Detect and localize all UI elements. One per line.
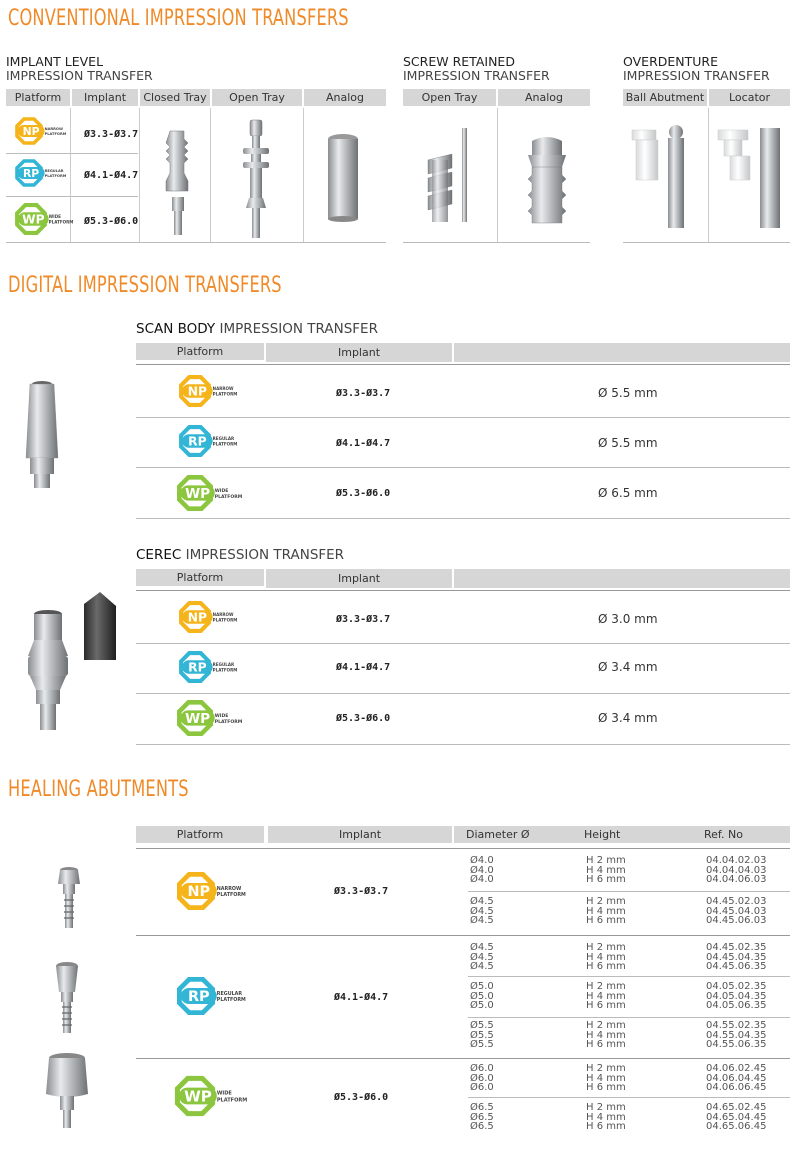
np-badge [178, 600, 238, 638]
height-list: H 2 mm H 4 mm H 6 mm [586, 981, 626, 1011]
badge-word: REGULAR [212, 661, 235, 667]
header-diameter [454, 343, 790, 362]
header-sr-open-tray: Open Tray [403, 89, 496, 106]
row-divider [6, 153, 138, 154]
rp-badge [178, 650, 238, 688]
header-closed-tray: Closed Tray [140, 89, 210, 106]
header-open-tray: Open Tray [212, 89, 302, 106]
diameter-value: Ø 3.4 mm [598, 660, 658, 674]
badge-word: WIDE [48, 213, 61, 219]
section-title-conventional: CONVENTIONAL IMPRESSION TRANSFERS [8, 6, 349, 31]
locator-image [716, 124, 786, 228]
np-badge [176, 871, 246, 915]
ref-list: 04.45.02.03 04.45.04.03 04.45.06.03 [706, 896, 767, 926]
badge-word: PLATFORM [212, 391, 238, 397]
badge-word: NARROW [212, 385, 234, 391]
group-divider [468, 976, 790, 977]
overdenture-heading: OVERDENTURE [623, 54, 718, 69]
header-ref-no: Ref. No [704, 828, 743, 841]
badge-code: NP [187, 610, 207, 625]
diameter-list: Ø5.0 Ø5.0 Ø5.0 [470, 981, 494, 1011]
rp-badge-graphic [14, 158, 67, 188]
diameter-value: Ø 6.5 mm [598, 486, 658, 500]
implant-range: Ø3.3-Ø3.7 [336, 388, 391, 399]
implant-level-subheading: IMPRESSION TRANSFER [6, 68, 153, 83]
badge-word: REGULAR [216, 991, 243, 997]
height-list: H 2 mm H 4 mm H 6 mm [586, 896, 626, 926]
badge-code: WP [185, 710, 211, 727]
header-ball-abutment: Ball Abutment [623, 89, 707, 106]
diameter-value: Ø 3.0 mm [598, 612, 658, 626]
healing-abutment-rp-image [50, 961, 84, 1033]
screw-retained-heading: SCREW RETAINED [403, 54, 515, 69]
badge-word: PLATFORM [216, 893, 246, 899]
row-divider [6, 196, 138, 197]
badge-word: PLATFORM [44, 131, 67, 136]
header-diameter: Diameter Ø [466, 828, 530, 841]
ref-list: 04.06.02.45 04.06.04.45 04.06.06.45 [706, 1063, 767, 1093]
col-divider [497, 108, 498, 242]
row-divider [6, 242, 386, 243]
header-diameter [454, 569, 790, 588]
rp-badge-graphic [176, 976, 246, 1016]
implant-range: Ø4.1-Ø4.7 [336, 662, 391, 673]
cerec-subheading: IMPRESSION TRANSFER [181, 547, 345, 563]
scan-body-title [136, 322, 378, 336]
col-divider [139, 108, 140, 242]
clipped-group [468, 1101, 790, 1132]
row-divider [136, 364, 790, 365]
row-divider [136, 467, 790, 468]
rp-badge-graphic [178, 650, 238, 684]
wp-badge [174, 1075, 248, 1121]
implant-level-title [6, 55, 153, 83]
diameter-list: Ø5.5 Ø5.5 Ø5.5 [470, 1020, 494, 1050]
scan-body-heading: SCAN BODY [136, 321, 216, 337]
overdenture-subheading: IMPRESSION TRANSFER [623, 68, 770, 83]
scan-body-subheading: IMPRESSION TRANSFER [215, 321, 378, 337]
row-divider [136, 744, 790, 745]
height-list: H 2 mm H 4 mm H 6 mm [586, 1102, 626, 1132]
header-platform: Platform [136, 826, 264, 843]
sr-open-tray-image [422, 128, 482, 224]
col-divider [303, 108, 304, 242]
cerec-heading: CEREC [136, 547, 182, 563]
header-implant: Implant [268, 826, 452, 843]
wp-badge [176, 474, 243, 516]
group-divider [468, 891, 790, 892]
rp-badge [176, 976, 246, 1020]
header-platform: Platform [136, 569, 264, 586]
np-badge [178, 374, 238, 412]
row-divider [136, 417, 790, 418]
col-divider [210, 108, 211, 242]
closed-tray-transfer-image [158, 127, 198, 235]
np-badge-graphic [178, 600, 238, 634]
diameter-list: Ø6.0 Ø6.0 Ø6.0 [470, 1063, 494, 1093]
screw-retained-title [403, 55, 550, 83]
badge-word: PLATFORM [44, 173, 67, 178]
implant-range: Ø5.3-Ø6.0 [336, 488, 391, 499]
row-divider [136, 693, 790, 694]
badge-code: NP [187, 384, 207, 399]
header-platform: Platform [6, 89, 70, 106]
header-analog: Analog [304, 89, 386, 106]
sr-analog-image [524, 135, 570, 225]
badge-word: WIDE [216, 1090, 232, 1097]
row-divider [136, 518, 790, 519]
implant-range: Ø4.1-Ø4.7 [336, 438, 391, 449]
np-badge [14, 116, 67, 150]
diameter-list: Ø6.5 Ø6.5 Ø6.5 [470, 1102, 494, 1132]
badge-word: WIDE [214, 488, 229, 494]
scan-body-image [20, 378, 64, 490]
row-divider [136, 1058, 790, 1059]
implant-range: Ø5.3-Ø6.0 [336, 713, 391, 724]
open-tray-transfer-image [240, 120, 272, 238]
badge-word: NARROW [216, 886, 242, 892]
np-badge-graphic [176, 871, 246, 911]
badge-word: PLATFORM [214, 494, 243, 500]
group-divider [468, 1097, 790, 1098]
cerec-title [136, 548, 344, 562]
height-list: H 2 mm H 4 mm H 6 mm [586, 1020, 626, 1050]
badge-word: PLATFORM [212, 617, 238, 623]
cerec-transfer-image [22, 590, 126, 732]
diameter-value: Ø 3.4 mm [598, 711, 658, 725]
rp-badge-graphic [178, 424, 238, 458]
badge-word: PLATFORM [216, 998, 246, 1004]
badge-word: PLATFORM [212, 441, 238, 447]
badge-code: WP [184, 1087, 212, 1106]
implant-range: Ø3.3-Ø3.7 [336, 614, 391, 625]
badge-code: RP [187, 989, 210, 1006]
healing-abutment-np-image [54, 866, 84, 928]
height-list: H 2 mm H 4 mm H 6 mm [586, 1063, 626, 1093]
badge-word: NARROW [212, 611, 234, 617]
diameter-list: Ø4.0 Ø4.0 Ø4.0 [470, 855, 494, 885]
analog-image [324, 133, 362, 223]
wp-badge-graphic [176, 699, 243, 737]
rp-badge [14, 158, 67, 192]
header-implant: Implant [266, 569, 452, 588]
row-divider [136, 643, 790, 644]
diameter-list: Ø4.5 Ø4.5 Ø4.5 [470, 896, 494, 926]
np-badge-graphic [178, 374, 238, 408]
badge-word: PLATFORM [48, 219, 74, 225]
wp-badge [176, 699, 243, 741]
row-divider [136, 848, 790, 849]
screw-retained-subheading: IMPRESSION TRANSFER [403, 68, 550, 83]
healing-abutment-wp-image [40, 1052, 94, 1128]
implant-range: Ø4.1-Ø4.7 [84, 170, 139, 181]
badge-code: NP [22, 124, 40, 138]
row-divider [136, 935, 790, 936]
implant-range: Ø4.1-Ø4.7 [334, 992, 389, 1003]
badge-code: WP [185, 485, 211, 502]
row-divider [136, 590, 790, 591]
diameter-value: Ø 5.5 mm [598, 436, 658, 450]
wp-badge-graphic [14, 202, 74, 236]
header-platform: Platform [136, 343, 264, 360]
diameter-list: Ø4.5 Ø4.5 Ø4.5 [470, 942, 494, 972]
rp-badge [178, 424, 238, 462]
badge-code: RP [188, 660, 207, 675]
badge-word: PLATFORM [214, 719, 243, 725]
wp-badge-graphic [174, 1075, 248, 1117]
row-divider [403, 242, 590, 243]
ref-list: 04.55.02.35 04.55.04.35 04.55.06.35 [706, 1020, 767, 1050]
height-list: H 2 mm H 4 mm H 6 mm [586, 855, 626, 885]
badge-word: WIDE [214, 713, 229, 719]
implant-range: Ø5.3-Ø6.0 [334, 1092, 389, 1103]
row-divider [623, 242, 790, 243]
badge-code: RP [188, 434, 207, 449]
ref-list: 04.45.02.35 04.45.04.35 04.45.06.35 [706, 942, 767, 972]
badge-word: PLATFORM [216, 1097, 248, 1104]
implant-level-heading: IMPLANT LEVEL [6, 54, 104, 69]
col-divider [708, 108, 709, 242]
header-height: Height [584, 828, 621, 841]
implant-range: Ø3.3-Ø3.7 [334, 886, 389, 897]
badge-code: RP [22, 166, 40, 180]
group-divider [468, 1017, 790, 1018]
badge-word: REGULAR [212, 435, 235, 441]
implant-range: Ø5.3-Ø6.0 [84, 216, 139, 227]
ref-list: 04.65.02.45 04.65.04.45 04.65.06.45 [706, 1102, 767, 1132]
header-sr-analog: Analog [498, 89, 590, 106]
height-list: H 2 mm H 4 mm H 6 mm [586, 942, 626, 972]
badge-word: PLATFORM [212, 667, 238, 673]
badge-word: NARROW [44, 127, 63, 132]
section-title-healing: HEALING ABUTMENTS [8, 777, 189, 802]
badge-code: WP [22, 212, 45, 227]
badge-code: NP [187, 884, 211, 901]
diameter-value: Ø 5.5 mm [598, 386, 658, 400]
overdenture-title [623, 55, 770, 83]
np-badge-graphic [14, 116, 67, 146]
ball-abutment-image [628, 124, 692, 228]
ref-list: 04.05.02.35 04.05.04.35 04.05.06.35 [706, 981, 767, 1011]
badge-word: REGULAR [44, 169, 64, 174]
wp-badge-graphic [176, 474, 243, 512]
header-implant: Implant [72, 89, 138, 106]
implant-range: Ø3.3-Ø3.7 [84, 129, 139, 140]
header-implant: Implant [266, 343, 452, 362]
ref-list: 04.04.02.03 04.04.04.03 04.04.06.03 [706, 855, 767, 885]
section-title-digital: DIGITAL IMPRESSION TRANSFERS [8, 273, 282, 298]
wp-badge [14, 202, 74, 240]
header-locator: Locator [709, 89, 790, 106]
